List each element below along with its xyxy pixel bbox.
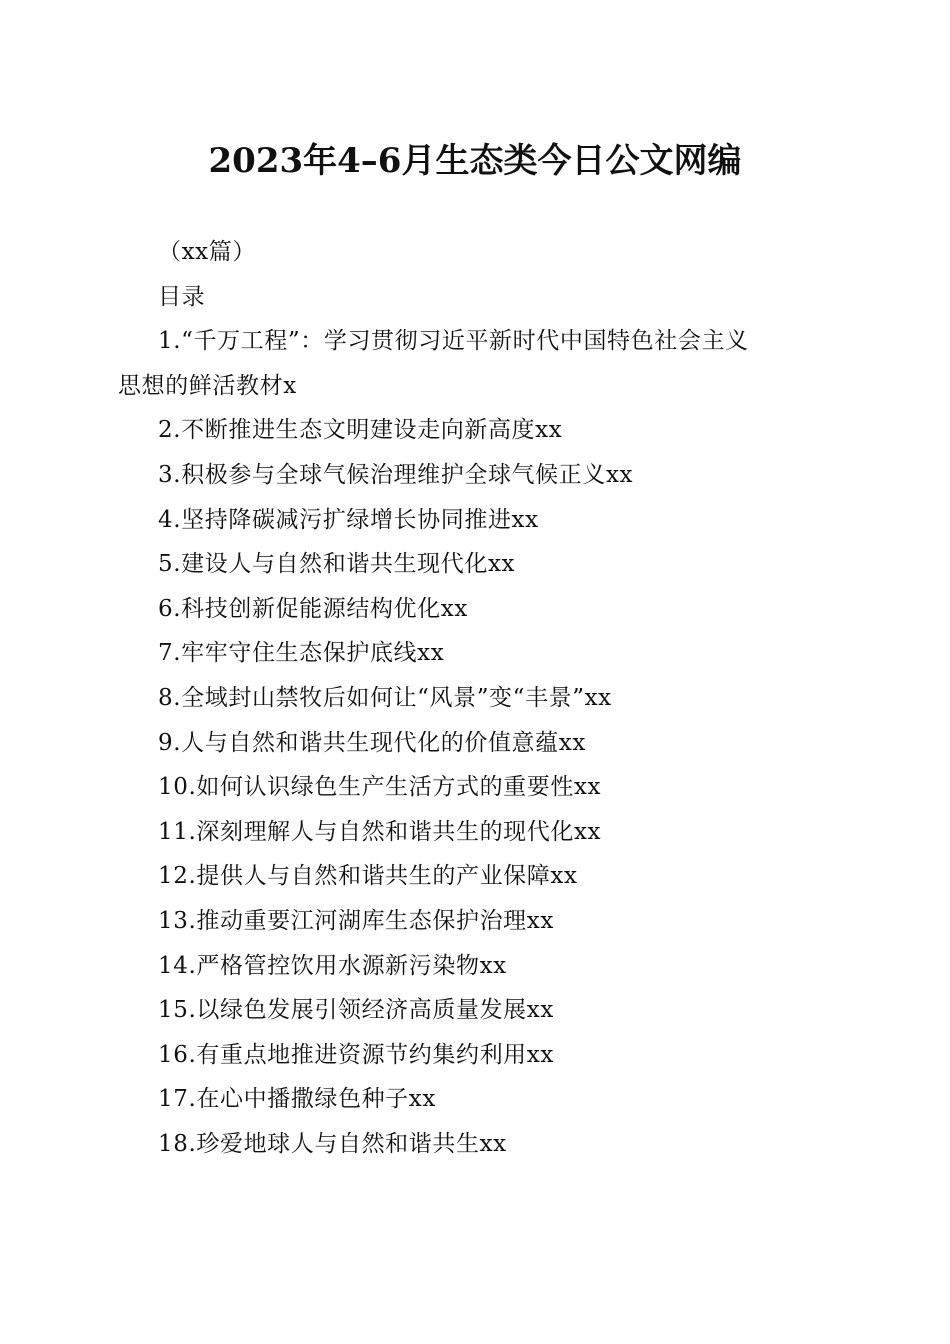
toc-item: 16.有重点地推进资源节约集约利用xx: [158, 1041, 554, 1068]
toc-item: 17.在心中播撒绿色种子xx: [158, 1086, 436, 1113]
toc-item: 11.深刻理解人与自然和谐共生的现代化xx: [158, 818, 602, 845]
toc-heading: 目录: [158, 283, 206, 310]
toc-item: 5.建设人与自然和谐共生现代化xx: [158, 551, 516, 578]
toc-item: 7.牢牢守住生态保护底线xx: [158, 640, 445, 667]
toc-item: 4.坚持降碳减污扩绿增长协同推进xx: [158, 506, 539, 533]
toc-item: 6.科技创新促能源结构优化xx: [158, 595, 468, 622]
toc-item: 9.人与自然和谐共生现代化的价值意蕴xx: [158, 729, 586, 756]
toc-item: 13.推动重要江河湖库生态保护治理xx: [158, 907, 554, 934]
document-subtitle: （xx篇）: [158, 239, 256, 265]
toc-item: 14.严格管控饮用水源新污染物xx: [158, 952, 507, 979]
document-title: 2023年4–6月生态类今日公文网编: [208, 141, 742, 181]
toc-item: 3.积极参与全球气候治理维护全球气候正义xx: [158, 461, 634, 488]
toc-item: 8.全域封山禁牧后如何让“风景”变“丰景”xx: [158, 684, 612, 711]
document-body: [118, 230, 830, 1166]
toc-item: 12.提供人与自然和谐共生的产业保障xx: [158, 863, 578, 890]
toc-item: 2.不断推进生态文明建设走向新高度xx: [158, 417, 563, 444]
toc-item: 15.以绿色发展引领经济高质量发展xx: [158, 997, 554, 1024]
toc-item-1-line-2: 思想的鲜活教材x: [118, 372, 297, 399]
toc-item-1-line-1: 1.“千万工程”：学习贯彻习近平新时代中国特色社会主义: [158, 328, 749, 355]
toc-item: 10.如何认识绿色生产生活方式的重要性xx: [158, 774, 602, 801]
toc-item: 18.珍爱地球人与自然和谐共生xx: [158, 1130, 507, 1157]
